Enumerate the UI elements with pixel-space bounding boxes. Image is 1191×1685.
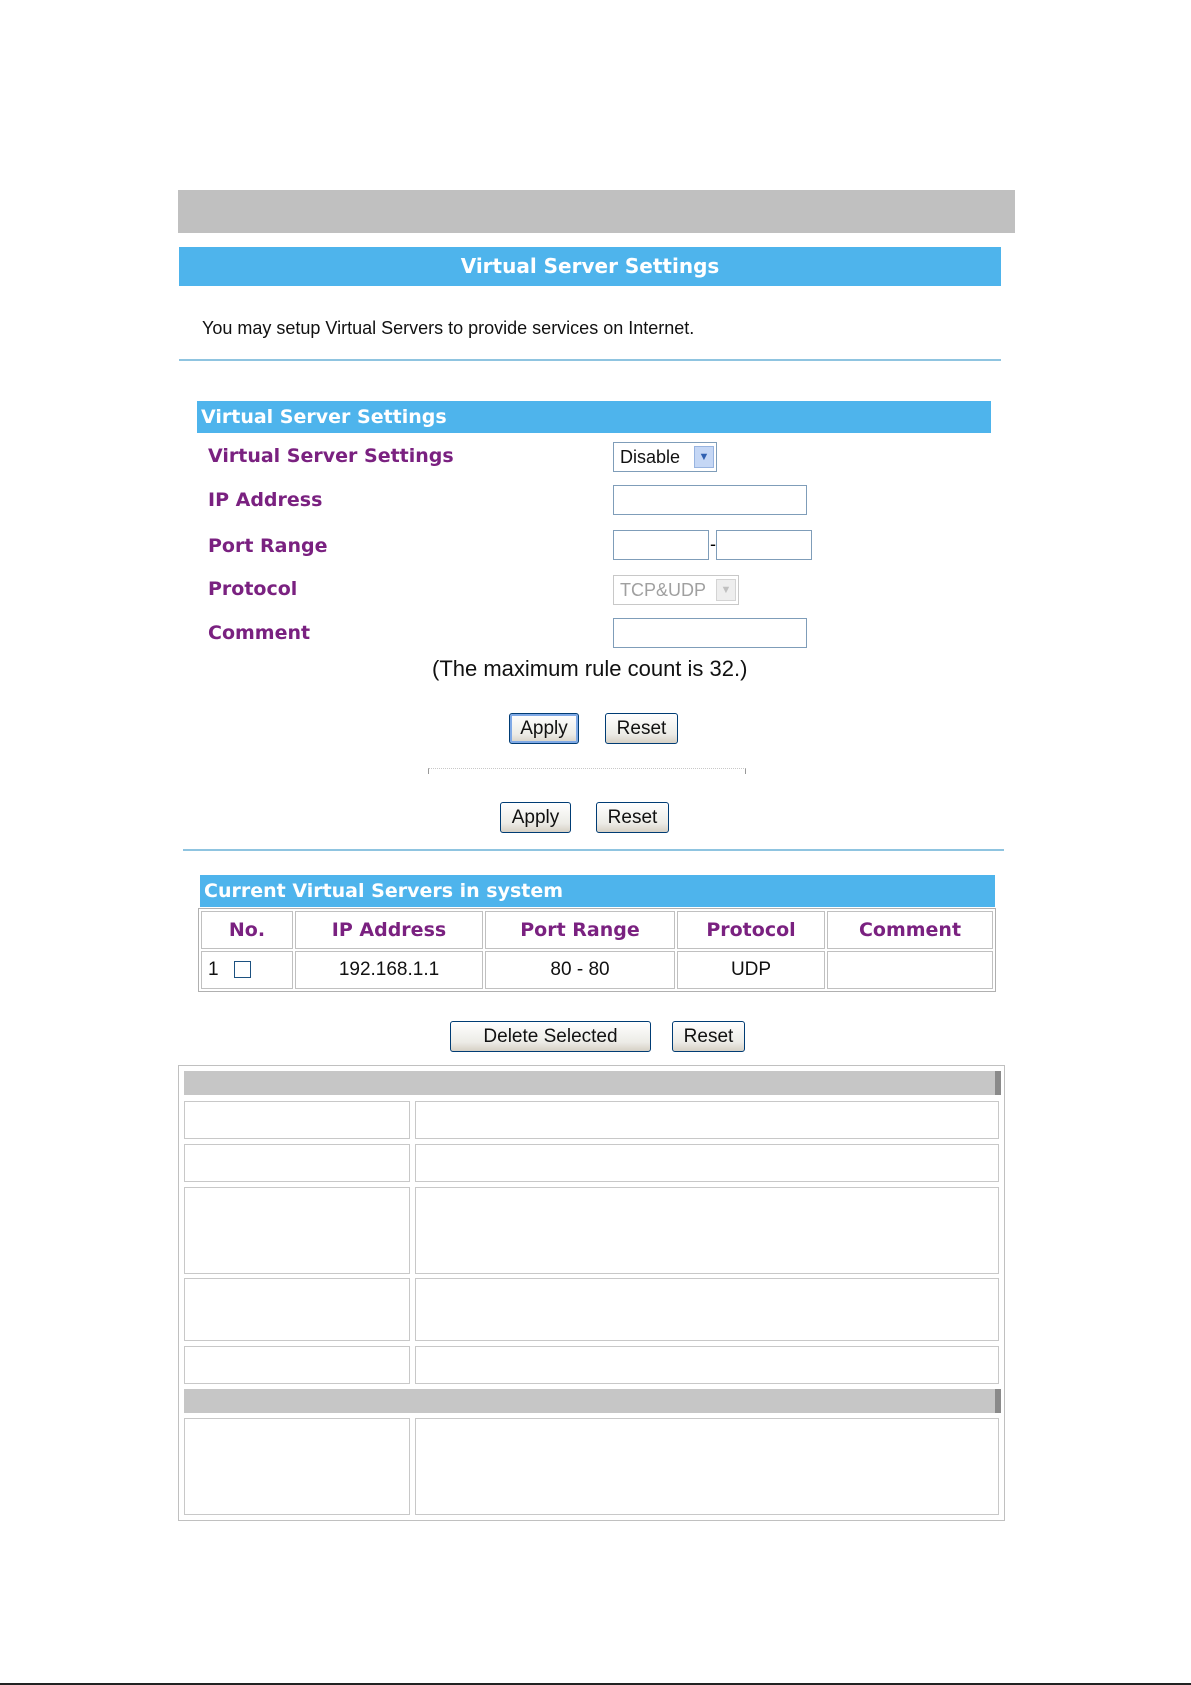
ip-address-label: IP Address <box>208 489 323 511</box>
checkbox-icon[interactable] <box>234 961 251 978</box>
description-label-cell <box>184 1278 410 1341</box>
description-value-cell <box>415 1101 999 1139</box>
description-value-cell <box>415 1278 999 1341</box>
protocol-label: Protocol <box>208 578 298 600</box>
port-range-separator: - <box>710 534 716 554</box>
description-header-row <box>184 1389 1001 1413</box>
port-range-label: Port Range <box>208 535 328 557</box>
description-label-cell <box>184 1418 410 1515</box>
column-header-no: No. <box>201 911 293 949</box>
table-section-header: Current Virtual Servers in system <box>200 875 995 907</box>
top-gray-band <box>178 190 1015 233</box>
port-range-from-input[interactable] <box>613 530 709 560</box>
comment-label: Comment <box>208 622 311 644</box>
column-header-port: Port Range <box>485 911 675 949</box>
column-header-protocol: Protocol <box>677 911 825 949</box>
virtual-server-enable-select[interactable] <box>613 442 717 472</box>
description-table <box>178 1065 1005 1521</box>
description-value-cell <box>415 1418 999 1515</box>
description-value-cell <box>415 1144 999 1182</box>
description-label-cell <box>184 1346 410 1384</box>
reset-button[interactable]: Reset <box>605 713 678 744</box>
apply-button[interactable]: Apply <box>509 713 579 744</box>
row-ip: 192.168.1.1 <box>295 951 483 989</box>
row-port: 80 - 80 <box>485 951 675 989</box>
virtual-server-enable-label: Virtual Server Settings <box>208 445 454 467</box>
max-rule-note: (The maximum rule count is 32.) <box>432 656 748 681</box>
virtual-servers-table <box>198 908 996 992</box>
table-reset-button[interactable]: Reset <box>672 1021 745 1052</box>
outer-apply-button[interactable]: Apply <box>500 802 571 833</box>
form-section-header: Virtual Server Settings <box>197 401 991 433</box>
divider <box>179 359 1001 361</box>
table-row <box>201 951 993 989</box>
table-header-row <box>201 911 993 949</box>
description-header-row <box>184 1071 1001 1095</box>
description-label-cell <box>184 1144 410 1182</box>
column-header-comment: Comment <box>827 911 993 949</box>
description-value-cell <box>415 1346 999 1384</box>
chevron-down-icon[interactable]: ▼ <box>716 579 736 601</box>
description-label-cell <box>184 1101 410 1139</box>
page-intro: You may setup Virtual Servers to provide services on Internet. <box>202 318 695 338</box>
comment-input[interactable] <box>613 618 807 648</box>
page-title: Virtual Server Settings <box>179 247 1001 286</box>
screenshot-cut-edge <box>428 768 746 774</box>
protocol-value: TCP&UDP <box>620 580 707 600</box>
row-number-cell <box>201 951 293 989</box>
row-comment <box>827 951 993 989</box>
delete-selected-button[interactable]: Delete Selected <box>450 1021 651 1052</box>
description-label-cell <box>184 1187 410 1274</box>
protocol-select[interactable] <box>613 575 739 605</box>
outer-reset-button[interactable]: Reset <box>596 802 669 833</box>
port-range-to-input[interactable] <box>716 530 812 560</box>
virtual-server-enable-value: Disable <box>620 447 681 467</box>
row-number: 1 <box>208 959 219 980</box>
column-header-ip: IP Address <box>295 911 483 949</box>
description-value-cell <box>415 1187 999 1274</box>
chevron-down-icon[interactable]: ▼ <box>694 446 714 468</box>
divider <box>183 849 1004 851</box>
ip-address-input[interactable] <box>613 485 807 515</box>
row-protocol: UDP <box>677 951 825 989</box>
